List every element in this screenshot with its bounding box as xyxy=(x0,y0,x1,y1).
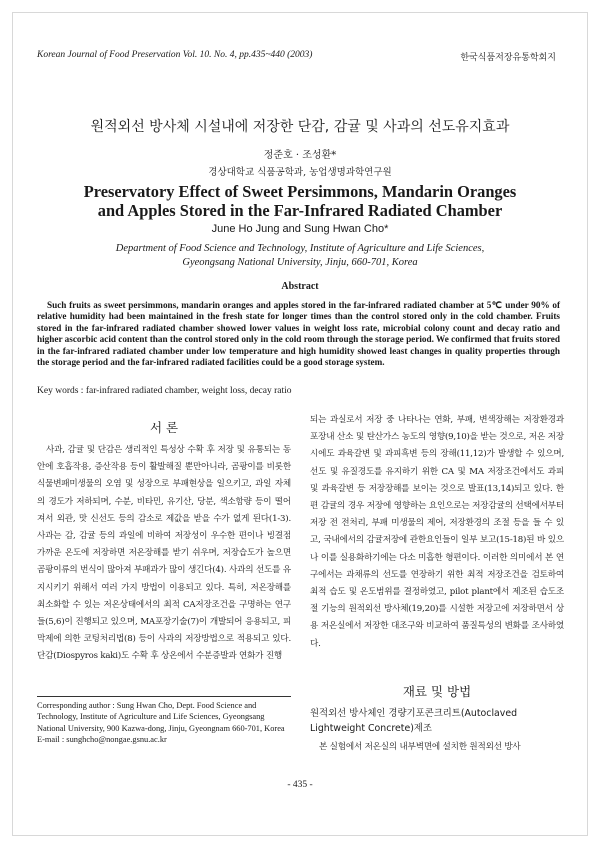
english-affiliation xyxy=(0,242,600,270)
abstract-text: Such fruits as sweet persimmons, mandarin oranges and apples stored in the far-infrared radiated chamber at 5℃ under 90% of relative humidity had been maintained in the fresh state for longer times than the control stored only in the cold chamber. Fruits stored in the far-infrared radiated chamber showed lower values in weight loss rate, microbial colony count and decay ratio and higher ascorbic acid content than the control stored only in the cold room through the storage period. We confirmed that fruits stored in the far-infrared radiated chamber under low temperature and high humidity showed least changes in quality properties through the storage period and the far-infrared radiated facilities could be a good storage system. xyxy=(37,300,560,368)
methods-subheading: 원적외선 방사체인 경량기포콘크리트(Autoclaved Lightweight Concrete)제조 xyxy=(310,708,518,734)
intro-right-paragraph: 되는 과실로서 저장 중 나타나는 연화, 부패, 변색장해는 저장환경과 포장내 산소 및 탄산가스 농도의 영향(9,10)을 받는 것으로, 저온 저장시에도 과육갈변 및 과피흑변 등의 장해(11,12)가 발생할 수 있으며, 선도 및 유질경도를 유지하기 위한 CA 및 MA 저장조건에서도 과피 및 과육갈변 등 저장장해를 보이는 것으로 발표(13,14)되고 있다. 한편 감귤의 경우 저장에 영향하는 요인으로는 저장감귤의 선택에서부터 저장 전 전처리, 부패 미생물의 제어, 저장환경의 조절 등을 들 수 있고, 국내에서의 감귤저장에 관한요인들이 일부 보고(15-18)된 바 있으나 이를 실용화하기에는 다소 미흡한 형편이다. 이러한 의미에서 본 연구에서는 과채류의 선도를 연장하기 위한 최적 저장조건을 검토하여 최적 습도 및 온도범위를 결정하였고, pilot plant에서 제조된 습도조절 기능의 원적외선 방사체(19,20)를 시설한 저장고에 저장하면서 상용 저온실에서 저장한 대조구와 비교하여 품질특성의 변화를 조사하였다. xyxy=(310,415,564,649)
korean-affiliation: 경상대학교 식품공학과, 농업생명과학연구원 xyxy=(208,167,392,178)
footnote-divider xyxy=(37,696,291,697)
intro-left-paragraph: 사과, 감귤 및 단감은 생리적인 특성상 수확 후 저장 및 유통되는 동안에 호흡작용, 증산작용 등이 활발해질 뿐만아니라, 곰팡이를 비롯한 식물변패미생물의 오염 및 성장으로 부패현상을 일으키고, 과일 자체의 경도가 저하되며, 수분, 비타민, 유기산, 당분, 색소함량 등이 떨어져서 외관, 맛 신선도 등의 감소로 제값을 받을 수가 없게 된다(1-3). 사과는 감, 감귤 등의 과일에 비하여 저장성이 우수한 편이나 빙결점 가까운 온도에 저장하면 저온장해를 받기 쉬우며, 저장습도가 높으면 곰팡이류의 번식이 많아져 부패과가 많이 생긴다(4). 사과의 선도를 유지시키기 위해서 여러 가지 방법이 이용되고 있다. 특히, 저온장해를 최소화할 수 있는 저온상태에서의 최적 CA저장조건을 구명하는 연구들(5,6)이 진행되고 있으며, MA포장기술(7)이 개발되어 응용되고, 피막제에 의한 코팅처리법(8) 등이 사과의 저장방법으로 적용되고 있다. 단감(Diospyros kaki)도 수확 후 상온에서 수분증발과 연화가 진행 xyxy=(37,445,291,662)
journal-citation: Korean Journal of Food Preservation Vol. 10. No. 4, pp.435~440 (2003) xyxy=(37,50,313,60)
english-title: Preservatory Effect of Sweet Persimmons, Mandarin Oranges and Apples Stored in the Far-Infrared Radiated Chamber xyxy=(83,182,517,220)
abstract-heading: Abstract xyxy=(281,281,319,292)
intro-right-column xyxy=(310,412,564,653)
affiliation-line-2: Gyeongsang National University, Jinju, 660-701, Korea xyxy=(182,257,418,268)
society-name: 한국식품저장유통학회지 xyxy=(460,53,556,63)
footnote-email: E-mail : sunghcho@nongae.gsnu.ac.kr xyxy=(37,735,167,745)
english-authors: June Ho Jung and Sung Hwan Cho* xyxy=(211,223,389,235)
methods-paragraph: 본 실험에서 저온실의 내부벽면에 설치한 원적외선 방사 xyxy=(319,742,521,752)
korean-authors: 정준호 · 조성환* xyxy=(263,150,337,161)
methods-heading: 재료 및 방법 xyxy=(402,684,472,699)
corresponding-author-footnote xyxy=(37,700,287,746)
intro-left-column xyxy=(37,442,291,666)
affiliation-line-1: Department of Food Science and Technology, Institute of Agriculture and Life Sciences, xyxy=(115,243,485,254)
footnote-address: Corresponding author : Sung Hwan Cho, Dept. Food Science and Technology, Institute of Agriculture and Life Sciences, Gyeongsang National University, 900 Kazwa-dong, Jinju, Gyeongnam 660-701, Korea xyxy=(37,701,285,733)
korean-title: 원적외선 방사체 시설내에 저장한 단감, 감귤 및 사과의 선도유지효과 xyxy=(90,119,510,135)
intro-heading: 서 론 xyxy=(149,420,179,435)
page-number: - 435 - xyxy=(287,780,313,790)
keywords: Key words : far-infrared radiated chamber, weight loss, decay ratio xyxy=(37,386,292,396)
